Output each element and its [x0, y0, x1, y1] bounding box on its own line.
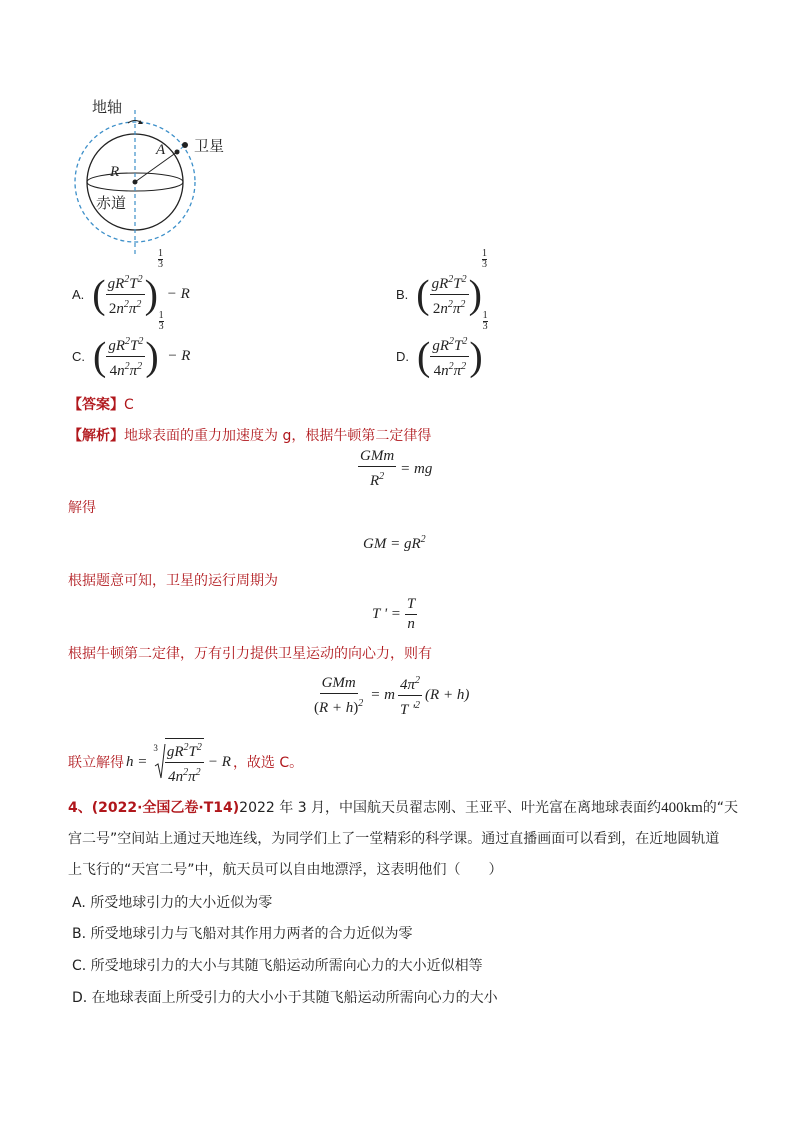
analysis-line1: 【解析】地球表面的重力加速度为 g，根据牛顿第二定律得 — [68, 428, 432, 444]
minus-r-a: − R — [166, 285, 190, 302]
earth-diagram — [60, 90, 270, 260]
question4-option-c: C. 所受地球引力的大小与其随飞船运动所需向心力的大小近似相等 — [72, 958, 483, 974]
radius-label: R — [110, 164, 120, 180]
solve-label: 解得 — [68, 500, 96, 516]
satellite-dot — [182, 142, 188, 148]
answer-line — [68, 394, 134, 414]
analysis-line3: 根据题意可知，卫星的运行周期为 — [68, 573, 278, 589]
question4-line2: 宫二号”空间站上通过天地连线，为同学们上了一堂精彩的科学课。通过直播画面可以看到，在近地圆轨道 — [68, 831, 720, 847]
question4-option-b: B. 所受地球引力与飞船对其作用力两者的合力近似为零 — [72, 926, 413, 942]
analysis-line5: 联立解得 h = 3 $\frac{gR^2T^2}{4n^2\pi^2}$ − R ，故选 C。 — [68, 738, 303, 786]
center-dot — [133, 180, 138, 185]
satellite-label: 卫星 — [194, 137, 225, 155]
equation-4: $\frac{\text{GMm}}{(R + h)^2}$ = m $\frac{4\pi^2}{T '^2}$ (R + h) — [312, 672, 469, 719]
answer-value: C — [124, 397, 134, 413]
option-b-label: B. — [396, 286, 409, 302]
question4-line3: 上飞行的“天宫二号”中，航天员可以自由地漂浮，这表明他们（ ） — [68, 862, 503, 878]
option-a: A. ( $\frac{gR^2T^2}{2n^2\pi^2}$ ) $\frac{1}{3}$ − R — [72, 247, 190, 317]
option-b: B. ( $\frac{gR^2T^2}{2n^2\pi^2}$ ) $\frac{1}{3}$ — [396, 247, 487, 317]
question4-option-a: A. 所受地球引力的大小近似为零 — [72, 895, 273, 911]
option-d: D. ( $\frac{gR^2T^2}{4n^2\pi^2}$ ) $\frac{1}{3}$ — [396, 309, 488, 379]
option-a-label: A. — [72, 286, 85, 302]
point-a-dot — [175, 150, 180, 155]
question4-source: 4、(2022·全国乙卷·T14) — [68, 800, 240, 816]
answer-tag: 【答案】 — [68, 397, 124, 413]
minus-r-c: − R — [167, 347, 191, 364]
axis-label: 地轴 — [92, 98, 123, 116]
equator-label: 赤道 — [96, 194, 127, 212]
equation-3: T ' = $\frac{T}{n}$ — [372, 596, 416, 632]
option-c-label: C. — [72, 348, 85, 364]
analysis-line4: 根据牛顿第二定律，万有引力提供卫星运动的向心力，则有 — [68, 646, 432, 662]
option-c: C. ( $\frac{gR^2T^2}{4n^2\pi^2}$ ) $\frac{1}{3}$ − R — [72, 309, 191, 379]
question4-option-d: D. 在地球表面上所受引力的大小小于其随飞船运动所需向心力的大小 — [72, 990, 498, 1006]
equation-2: GM = $gR^2$ — [363, 534, 426, 552]
analysis-tag: 【解析】 — [68, 428, 124, 444]
point-a-label: A — [156, 142, 166, 158]
option-d-label: D. — [396, 348, 409, 364]
question4-line1: 4、(2022·全国乙卷·T14)2022 年 3 月，中国航天员翟志刚、王亚平、叶光富在离地球表面约400km的“天 — [68, 800, 738, 816]
equation-1: $\frac{\text{GMm}}{R^2}$ = mg — [360, 448, 433, 489]
